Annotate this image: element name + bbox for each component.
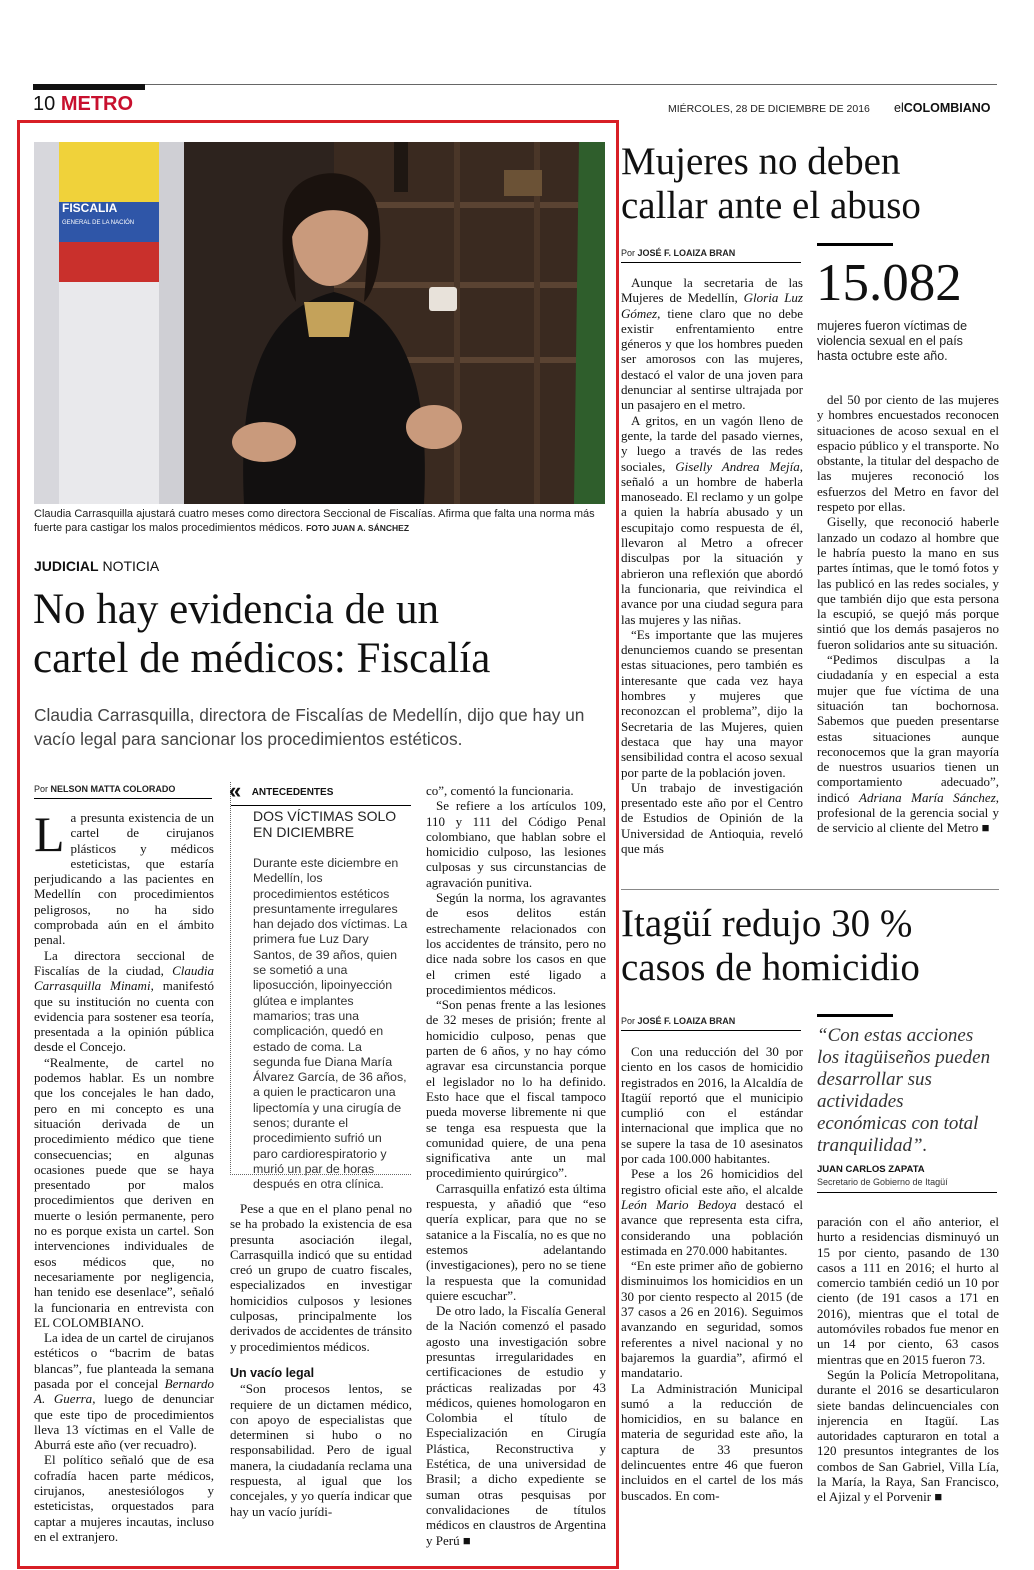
paragraph: “Realmente, de cartel no podemos hablar. Es un nombre que los concejales le han dado, pero en mi concepto es una situación derivada de un procedimiento médico que tiene consecuencias; en algunas ocasiones puede que se haya presentado por malos procedimientos que deriven en muerte o lesión permanente, pero no es porque exista un cartel. Son intervenciones individuales de esos médicos que, no necesariamente por negligencia, han tenido ese desenlace”, señaló la funcionaria en entrevista con EL COLOMBIANO. [34, 1054, 214, 1330]
article-divider [621, 889, 999, 890]
article2-column-2 [817, 392, 999, 836]
headline-line-1: No hay evidencia de un [33, 586, 439, 633]
article2-byline: Por JOSÉ F. LOAIZA BRAN [621, 248, 801, 263]
masthead [894, 101, 991, 115]
pull-quote: “Con estas acciones los itagüiseños pueden desarrollar sus actividades económicas con total tranquilidad”. [817, 1025, 991, 1156]
kicker-category: JUDICIAL [34, 558, 99, 574]
article3-headline: Itagüí redujo 30 % casos de homicidio [621, 902, 920, 989]
person-name: Claudia Carrasquilla Minami [34, 962, 214, 994]
quote-rule [817, 1014, 893, 1017]
sidebar-title: DOS VÍCTIMAS SOLO EN DICIEMBRE [253, 808, 397, 840]
subhead: Un vacío legal [230, 1365, 315, 1380]
flag-text: FISCALIA [62, 201, 118, 215]
main-column-1 [34, 806, 215, 1544]
sidebar-header [229, 778, 411, 806]
quote-bottom-rule [817, 1192, 997, 1193]
photo-illustration [34, 142, 605, 504]
paragraph: “Pedimos disculpas a la ciudadanía y en especial a esta mujer que fue víctima de una situación tan bochornosa. Sabemos que pueden presentarse estas situaciones aunque reconocemos que la gran mayoría de nuestros usuarios tienen un comportamiento adecuado”, indicó Adriana María Sánchez, profesional de la gerencia social y de servicio al cliente del Metro ■ [817, 652, 999, 836]
byline-prefix: Por [34, 784, 49, 794]
quote-author: JUAN CARLOS ZAPATA [817, 1164, 925, 1175]
paragraph: Se refiere a los artículos 109, 110 y 111 del Código Penal colombiano, que hablan sobre el homicidio culposo, las lesiones culposas y sus circunstancias de agravación punitiva. [426, 798, 606, 890]
masthead-prefix: el [894, 101, 904, 115]
main-headline [33, 585, 613, 683]
masthead-name: COLOMBIANO [903, 101, 991, 115]
paragraph: Según la Policía Metropolitana, durante el 2016 se desarticularon siete bandas delincuenciales con injerencia en Itagüí. Las autoridades capturaron en total a 120 presuntos integrantes de los combos de San Gabriel, Villa Lía, la María, la Raya, San Francisco, el Ajizal y el Porvenir ■ [817, 1366, 999, 1505]
flag-subtext: GENERAL DE LA NACIÓN [62, 220, 135, 226]
article-photo [34, 142, 605, 504]
quote-role: Secretario de Gobierno de Itagüí [817, 1177, 948, 1187]
caption-text: Claudia Carrasquilla ajustará cuatro meses como directora Seccional de Fiscalías. Afirma que falta una norma más fuerte para castigar los malos procedimientos médicos. [34, 508, 595, 534]
sidebar-label: ANTECEDENTES [251, 787, 334, 798]
paragraph: Según la norma, los agravantes de esos delitos están estrechamente relacionados con los accidentes de tránsito, pero no dice nada sobre los casos en que el crimen esté ligado a procedimientos médicos. [426, 890, 606, 997]
paragraph: Con una reducción del 30 por ciento en los casos de homicidio registrados en 2016, la Alcaldía de Itagüí reportó que el municipio cumplió con el estándar internacional que implica que no se supere la tasa de 10 asesinatos por cada 100.000 habitantes. [621, 1044, 803, 1167]
article3-byline: Por JOSÉ F. LOAIZA BRAN [621, 1016, 801, 1031]
photo-credit: FOTO JUAN A. SÁNCHEZ [306, 523, 410, 533]
article-kicker [34, 558, 159, 574]
paragraph: La presunta existencia de un cartel de cirujanos plásticos y médicos esteticistas, que estaría perjudicando a las pacientes en Medellín con procedimientos peligrosos, no ha sido comprobada aún en el ámbito penal. [34, 806, 214, 948]
paragraph: Giselly, que reconoció haberle lanzado un codazo al hombre que le habría puesto la mano en sus partes íntimas, que le tomó fotos y las publicó en las redes sociales, y que también dijo que esta persona la escupió, se quejó más porque sintió que los demás pasajeros no fueron solidarios ante su situación. [817, 514, 999, 652]
paragraph: La directora seccional de Fiscalías de la ciudad, Claudia Carrasquilla Minami, manifestó que su institución no cuenta con evidencia para sostener esa teoría, presentada a la opinión pública desde el Concejo. [34, 947, 215, 1055]
stat-rule [817, 243, 893, 246]
byline-author: NELSON MATTA COLORADO [50, 784, 176, 794]
paragraph: “Son procesos lentos, se requiere de un dictamen médico, con apoyo de especialistas que determinen si hubo o no responsabilidad. Pero de igual manera, la ciudadanía reclama una respuesta, al igual que los concejales, y yo quería indicar que hay un vacío jurídi- [230, 1381, 412, 1519]
stat-number: 15.082 [816, 254, 962, 312]
end-mark: ■ [934, 1489, 943, 1505]
issue-date: MIÉRCOLES, 28 DE DICIEMBRE DE 2016 [668, 103, 870, 115]
paragraph: co”, comentó la funcionaria. [426, 783, 574, 798]
end-mark: ■ [981, 820, 990, 836]
paragraph: “Es importante que las mujeres denunciemos cuando se presentan estas situaciones, pero también es interesante que cada vez haya hombres y mujeres que reconozcan el problema”, dijo la Secretaria de las Mujeres, quien destaca que hay una mayor sensibilidad contra el acoso sexual por parte de la población joven. [621, 626, 803, 780]
paragraph: La Administración Municipal sumó a la reducción de homicidios, en su balance en materia de seguridad este año, la captura de 33 presuntos delincuentes entre 46 que fueron incluidos en el cartel de los más buscados. En com- [621, 1380, 803, 1503]
paragraph: del 50 por ciento de las mujeres y hombres encuestados reconocen situaciones de acoso sexual en el espacio público y el transporte. No obstante, la titular del despacho de las mujeres reconoció los esfuerzos del Metro en favor del respeto por ellas. [817, 392, 999, 515]
paragraph: paración con el año anterior, el hurto a residencias disminuyó un 15 por ciento, pasando de 130 casos a 111 en 2016; el hurto al comercio también cedió un 10 por ciento (de 191 casos a 171 en 2016), mientras que el total de automóviles robados fue menor en un 14 por ciento, 63 casos mientras que en 2015 fueron 73. [817, 1214, 999, 1367]
end-mark: ■ [462, 1532, 471, 1548]
paragraph: “En este primer año de gobierno disminuimos los homicidios en un 30 por ciento respecto al 2015 (de 37 casos a 26 en 2016). Seguimos avanzando en seguridad, somos referentes a nivel nacional y no bajaremos la guardia”, afirmó el mandatario. [621, 1258, 803, 1381]
drop-cap: L [34, 806, 65, 862]
main-column-3 [426, 783, 606, 1548]
main-column-2 [230, 1201, 412, 1519]
stat-text: mujeres fueron víctimas de violencia sexual en el país hasta octubre este año. [817, 319, 968, 363]
paragraph: “Son penas frente a las lesiones de 32 meses de prisión; frente al homicidio culposo, penas que parten de 6 años, y no hay cómo agravar esa circunstancia porque el legislador no lo ha definido. Esto hace que el fiscal tampoco pueda moverse libremente ni que se tenga esa respuesta que la comunidad quiere, de una pena significativa ante un mal procedimiento quirúrgico”. [426, 997, 606, 1181]
paragraph: Carrasquilla enfatizó esta última respuesta, y añadió que “eso quería explicar, para que no se satanice a la Fiscalía, no es que no estemos adelantando (investigaciones), pero no se tiene la respuesta que la comunidad quiere escuchar”. [426, 1180, 606, 1303]
article2-column-1 [621, 275, 803, 856]
section-marker-bar [33, 84, 145, 90]
paragraph: La idea de un cartel de cirujanos estéticos o “bacrim de batas blancas”, fue planteada la semana pasada por el concejal Bernardo A. Guerra, luego de denunciar que este tipo de procedimientos lleva 13 víctimas en el Valle de Aburrá este año (ver recuadro). [34, 1330, 214, 1453]
paragraph: De otro lado, la Fiscalía General de la Nación comenzó el pasado agosto una investigación sobre presuntas irregularidades en certificaciones de estudio y prácticas realizadas por 43 médicos, quienes homologaron en Colombia el título de Especialización en Cirugía Plástica, Reconstructiva y Estética, de una universidad de Brasil; a dicho expediente se suman otras pesquisas por convalidaciones de títulos médicos en claustros de Argentina y Perú ■ [426, 1303, 606, 1548]
page-number: 10 [33, 93, 56, 115]
headline-line-2: cartel de médicos: Fiscalía [33, 635, 491, 682]
header-top-rule [33, 84, 997, 85]
article3-column-1 [621, 1044, 803, 1503]
page-section-header [33, 92, 133, 116]
antecedentes-sidebar [229, 778, 411, 1192]
kicker-type: NOTICIA [102, 558, 160, 574]
photo-caption [34, 507, 609, 535]
main-byline [34, 784, 212, 799]
article-deck: Claudia Carrasquilla, directora de Fiscalías de Medellín, dijo que hay un vacío legal para sancionar los procedimientos estéticos. [34, 705, 585, 749]
paragraph: Pese a que en el plano penal no se ha probado la existencia de esa presunta asociación ilegal, Carrasquilla indicó que su entidad creó un grupo de cuatro fiscales, especializados en investigar homicidios culposos y lesiones culposas, principalmente los derivados de accidentes de tránsito y procedimientos médicos. [230, 1201, 412, 1354]
article3-column-2 [817, 1214, 999, 1505]
section-name: METRO [60, 93, 134, 115]
antecedentes-icon: « [229, 778, 242, 803]
paragraph: Pese a los 26 homicidios del registro oficial este año, el alcalde León Mario Bedoya destacó el avance que representa esta cifra, considerando una población estimada en 270.000 habitantes. [621, 1166, 803, 1258]
article2-headline: Mujeres no deben callar ante el abuso [621, 140, 921, 227]
paragraph: A gritos, en un vagón lleno de gente, la tarde del pasado viernes, y luego a través de las redes sociales, Giselly Andrea Mejía, señaló a un hombre de haberla manoseado. El reclamo y un golpe a quien la habría abusado y un escupitajo como respuesta de él, llevaron al Metro a ofrecer disculpas por la situación y abrieron una reflexión que abordó la funcionaria, que reivindica el avance por una ciudad segura para las mujeres y las niñas. [621, 412, 804, 627]
paragraph: Un trabajo de investigación presentado este año por el Centro de Estudios de Opinión de la Universidad de Antioquia, reveló que más [621, 779, 803, 856]
person-name: Bernardo A. Guerra [34, 1375, 214, 1407]
paragraph: Aunque la secretaria de las Mujeres de Medellín, Gloria Luz Gómez, tiene claro que no debe existir enfrentamiento entre géneros y que los hombres pueden ser amorosos con las mujeres, destacó el valor de una joven para denunciar al sentirse ultrajada por un pasajero en el metro. [621, 275, 803, 413]
paragraph: El político señaló que de esa cofradía hacen parte médicos, cirujanos, anestesiólogos y esteticistas, orquestados para captar a mujeres incautas, incluso en el extranjero. [34, 1452, 214, 1544]
sidebar-text: Durante este diciembre en Medellín, los procedimientos estéticos presuntamente irregulares han dejado dos víctimas. La primera fue Luz Dary Santos, de 39 años, quien se sometió a una liposucción, lipoinyección glútea e implantes mamarios; tras una complicación, quedó en estado de coma. La segunda fue Diana María Álvarez García, de 36 años, a quien le practicaron una lipectomía y una cirugía de senos; durante el procedimiento sufrió un paro cardiorespiratorio y murió un par de horas después en otra clínica. [253, 856, 408, 1192]
